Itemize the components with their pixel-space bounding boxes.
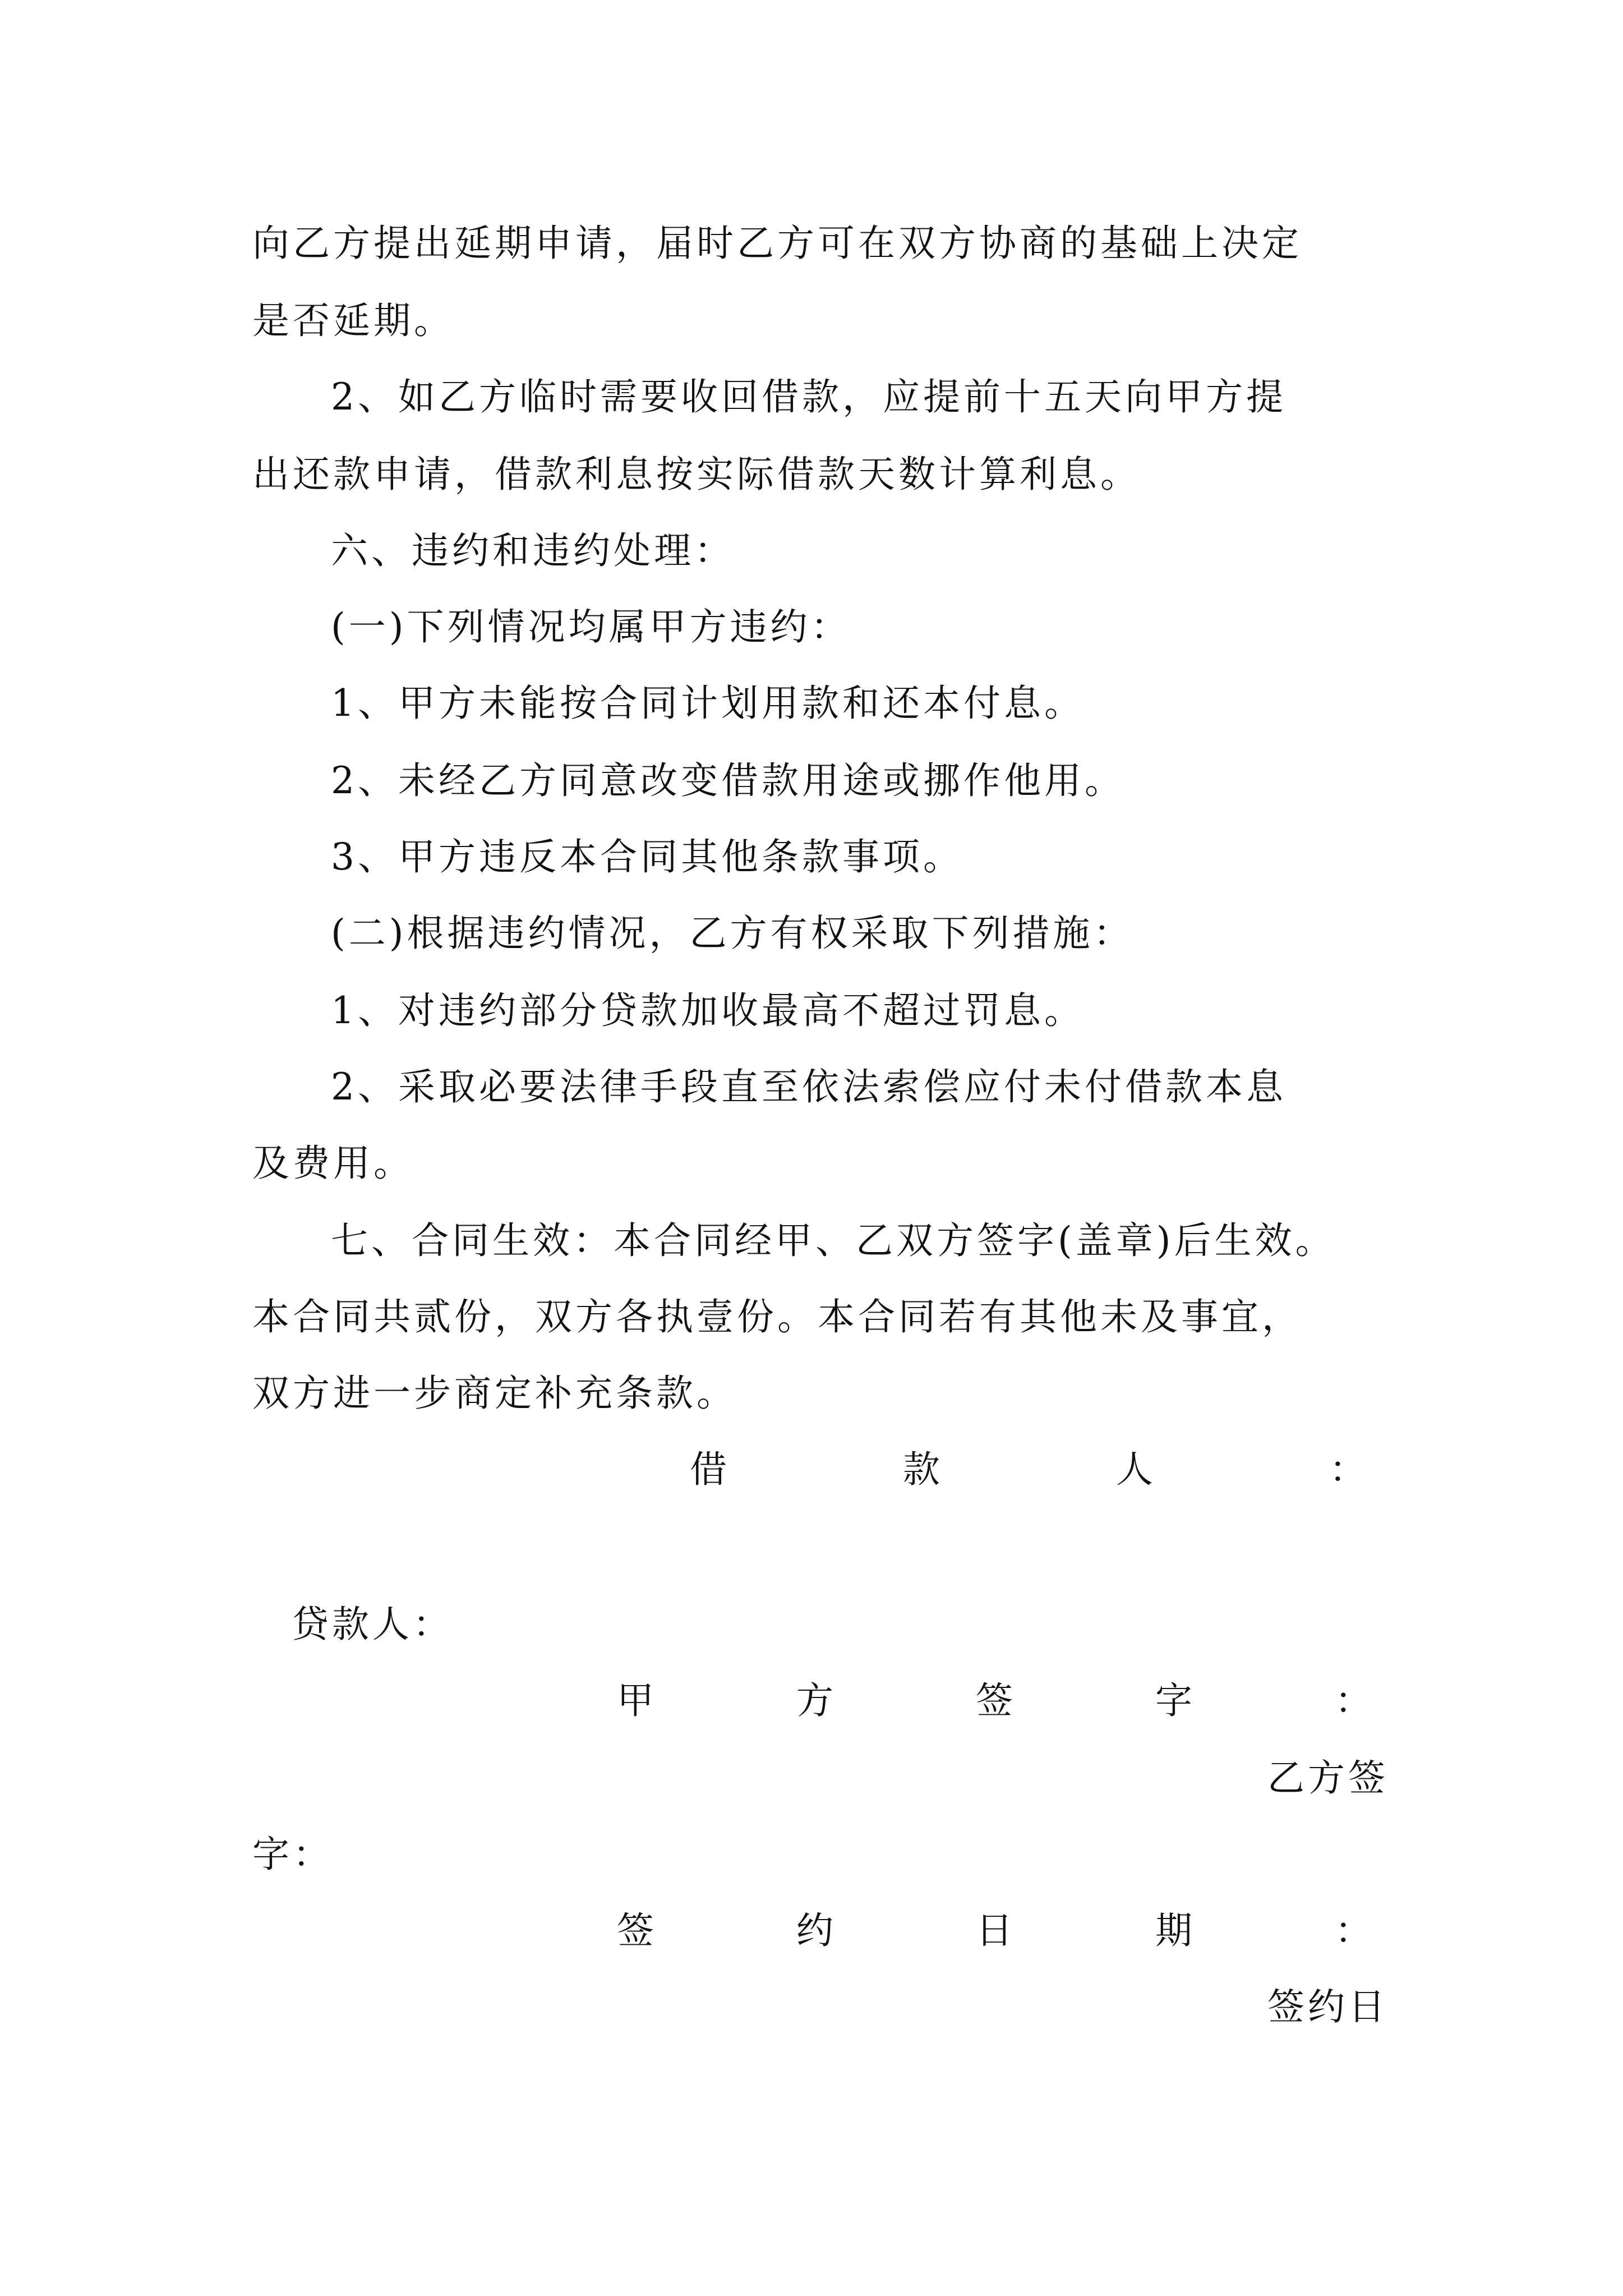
subsection-heading: (二)根据违约情况，乙方有权采取下列措施： bbox=[331, 912, 1134, 955]
sign-date-char: 期 bbox=[1155, 1909, 1192, 1952]
paragraph-line: 是否延期。 bbox=[252, 299, 454, 342]
paragraph-line: 及费用。 bbox=[252, 1142, 414, 1185]
paragraph-line: 2、如乙方临时需要收回借款，应提前十五天向甲方提 bbox=[331, 375, 1287, 418]
party-a-colon: ： bbox=[1335, 1679, 1372, 1722]
party-a-char: 甲 bbox=[617, 1679, 654, 1722]
party-b-signature-label: 乙方签 bbox=[1267, 1756, 1389, 1800]
borrower-colon: ： bbox=[1329, 1448, 1366, 1491]
paragraph-line: 双方进一步商定补充条款。 bbox=[252, 1372, 737, 1415]
section-heading: 六、违约和违约处理： bbox=[331, 529, 735, 572]
list-item: 2、未经乙方同意改变借款用途或挪作他用。 bbox=[331, 759, 1125, 802]
paragraph-line: 本合同共贰份，双方各执壹份。本合同若有其他未及事宜， bbox=[252, 1295, 1302, 1338]
party-a-char: 字 bbox=[1155, 1679, 1192, 1722]
list-item: 3、甲方违反本合同其他条款事项。 bbox=[331, 835, 963, 878]
sign-date-char: 日 bbox=[976, 1909, 1013, 1952]
borrower-char: 人 bbox=[1116, 1448, 1153, 1491]
party-a-char: 方 bbox=[796, 1679, 833, 1722]
party-a-signature-label bbox=[611, 1678, 1374, 1723]
list-item: 1、对违约部分贷款加收最高不超过罚息。 bbox=[331, 989, 1085, 1032]
sign-date-colon: ： bbox=[1335, 1909, 1372, 1952]
list-item: 2、采取必要法律手段直至依法索偿应付未付借款本息 bbox=[331, 1065, 1287, 1108]
party-b-signature-label-continued: 字： bbox=[252, 1833, 333, 1876]
sign-date-char: 约 bbox=[796, 1909, 833, 1952]
sign-date-char: 签 bbox=[617, 1909, 654, 1952]
borrower-char: 款 bbox=[903, 1448, 940, 1491]
paragraph-line: 出还款申请，借款利息按实际借款天数计算利息。 bbox=[252, 453, 1141, 496]
list-item: 1、甲方未能按合同计划用款和还本付息。 bbox=[331, 682, 1085, 725]
subsection-heading: (一)下列情况均属甲方违约： bbox=[331, 605, 851, 648]
party-a-char: 签 bbox=[976, 1679, 1013, 1722]
paragraph-line: 向乙方提出延期申请，届时乙方可在双方协商的基础上决定 bbox=[252, 222, 1302, 265]
lender-signature-label: 贷款人： bbox=[292, 1603, 453, 1646]
borrower-signature-label bbox=[645, 1447, 1374, 1492]
sign-date-label bbox=[611, 1908, 1374, 1953]
borrower-char: 借 bbox=[690, 1448, 727, 1491]
sign-date-label-tail: 签约日 bbox=[1267, 1985, 1389, 2028]
section-heading: 七、合同生效：本合同经甲、乙双方签字(盖章)后生效。 bbox=[331, 1219, 1336, 1262]
